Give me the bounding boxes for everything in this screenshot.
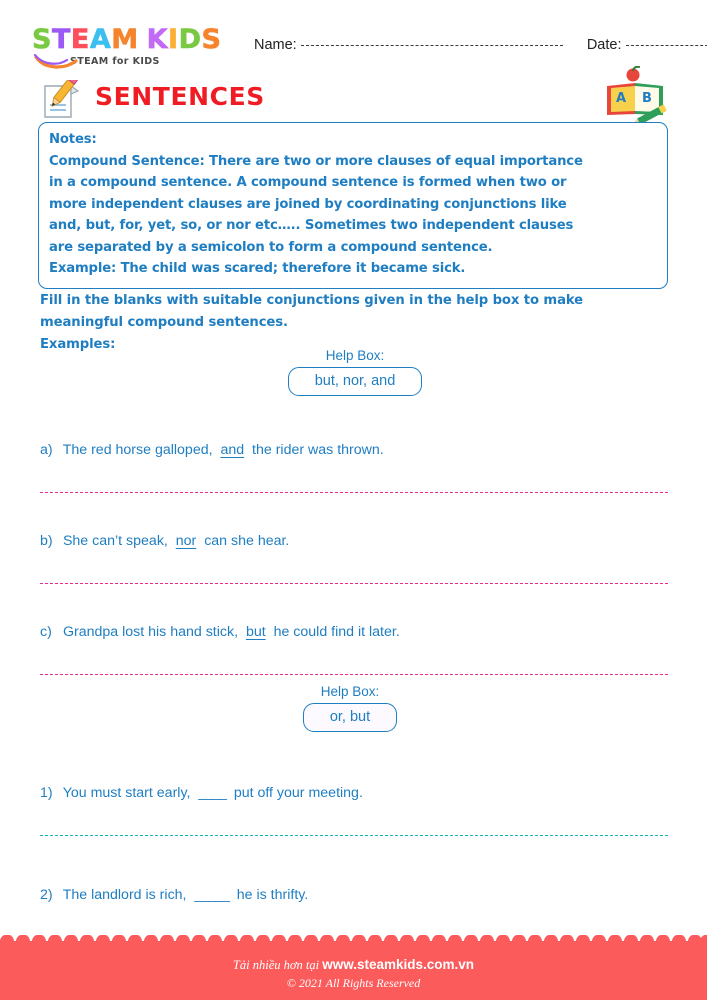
logo-letter-k: K [146, 24, 169, 55]
help-box-1-content: but, nor, and [288, 367, 423, 396]
notes-line-6: Example: The child was scared; therefore it became sick. [49, 261, 466, 276]
page-header [32, 26, 677, 86]
instruction-line-2: meaningful compound sentences. [40, 315, 288, 330]
instruction-line-1: Fill in the blanks with suitable conjunctions given in the help box to make [40, 293, 584, 308]
steam-kids-logo [32, 26, 232, 67]
question-2-before: The landlord is rich, [62, 887, 187, 903]
question-1-blank[interactable]: ____ [198, 785, 226, 801]
help-box-2-label: Help Box: [320, 684, 380, 699]
logo-letter-m: M [111, 24, 139, 55]
example-item-a [40, 442, 384, 458]
footer-prefix: Tải nhiều hơn tại [232, 958, 323, 972]
example-a-marker: a) [40, 442, 53, 458]
help-box-1 [180, 348, 530, 396]
notes-line-5: are separated by a semicolon to form a compound sentence. [49, 239, 493, 255]
example-item-c [40, 624, 400, 640]
example-c-before: Grandpa lost his hand stick, [62, 624, 239, 640]
help-box-2-content: or, but [303, 703, 397, 732]
page-footer [0, 936, 707, 1000]
notes-box [38, 122, 668, 289]
logo-letter-t: T [51, 24, 71, 55]
svg-text:A: A [615, 91, 627, 106]
notes-line-2: in a compound sentence. A compound sentence is formed when two or [49, 175, 567, 190]
separator-pink-3 [40, 674, 668, 675]
question-1-after: put off your meeting. [233, 785, 363, 801]
logo-letter-s2: S [201, 24, 222, 55]
name-input-line[interactable] [301, 44, 563, 46]
abc-book-icon [599, 66, 677, 124]
date-label: Date: [586, 37, 622, 53]
question-item-1 [40, 785, 363, 801]
notes-line-1: Compound Sentence: There are two or more clauses of equal importance [49, 153, 583, 169]
logo-wordmark [32, 26, 232, 53]
question-item-2 [40, 887, 308, 903]
date-input-line[interactable] [626, 44, 707, 46]
notes-heading: Notes: [49, 132, 97, 147]
example-a-after: the rider was thrown. [252, 442, 384, 458]
footer-credit [0, 957, 707, 973]
example-b-after: can she hear. [204, 533, 290, 549]
logo-letter-a: A [89, 24, 112, 55]
help-box-2 [215, 684, 485, 732]
example-a-answer[interactable]: and [220, 442, 245, 458]
example-c-marker: c) [40, 624, 52, 640]
logo-swoosh-icon [34, 54, 78, 72]
examples-label: Examples: [40, 337, 116, 352]
page-title: SENTENCES [95, 82, 265, 111]
name-label: Name: [254, 37, 297, 53]
logo-tagline: STEAM for KIDS [70, 56, 160, 67]
question-2-marker: 2) [40, 887, 53, 903]
footer-copyright: © 2021 All Rights Reserved [286, 976, 421, 990]
notes-line-3: more independent clauses are joined by coordinating conjunctions like [49, 196, 567, 212]
question-1-before: You must start early, [62, 785, 191, 801]
logo-letter-e: E [70, 24, 90, 55]
example-c-answer[interactable]: but [245, 624, 266, 640]
pencil-writing-icon [35, 80, 85, 122]
help-box-1-label: Help Box: [325, 348, 385, 363]
title-row [33, 80, 678, 124]
separator-pink-2 [40, 583, 668, 584]
notes-line-4: and, but, for, yet, so, or nor etc….. Sometimes two independent clauses [49, 218, 574, 233]
question-2-after: he is thrifty. [236, 887, 309, 903]
question-2-blank[interactable]: _____ [194, 887, 229, 903]
logo-letter-s1: S [32, 24, 52, 55]
instructions-block [40, 290, 665, 356]
footer-band [0, 948, 707, 1000]
question-1-marker: 1) [40, 785, 53, 801]
name-date-row [254, 37, 707, 53]
example-b-before: She can’t speak, [62, 533, 168, 549]
example-b-answer[interactable]: nor [175, 533, 197, 549]
separator-pink-1 [40, 492, 668, 493]
logo-letter-i: I [168, 24, 179, 55]
example-c-after: he could find it later. [273, 624, 400, 640]
example-a-before: The red horse galloped, [62, 442, 213, 458]
footer-url[interactable]: www.steamkids.com.vn [322, 957, 475, 972]
example-b-marker: b) [40, 533, 53, 549]
footer-scallop-edge-icon [0, 935, 707, 948]
example-item-b [40, 533, 289, 549]
svg-text:B: B [642, 91, 652, 106]
separator-teal-1 [40, 835, 668, 836]
logo-letter-d: D [178, 24, 202, 55]
